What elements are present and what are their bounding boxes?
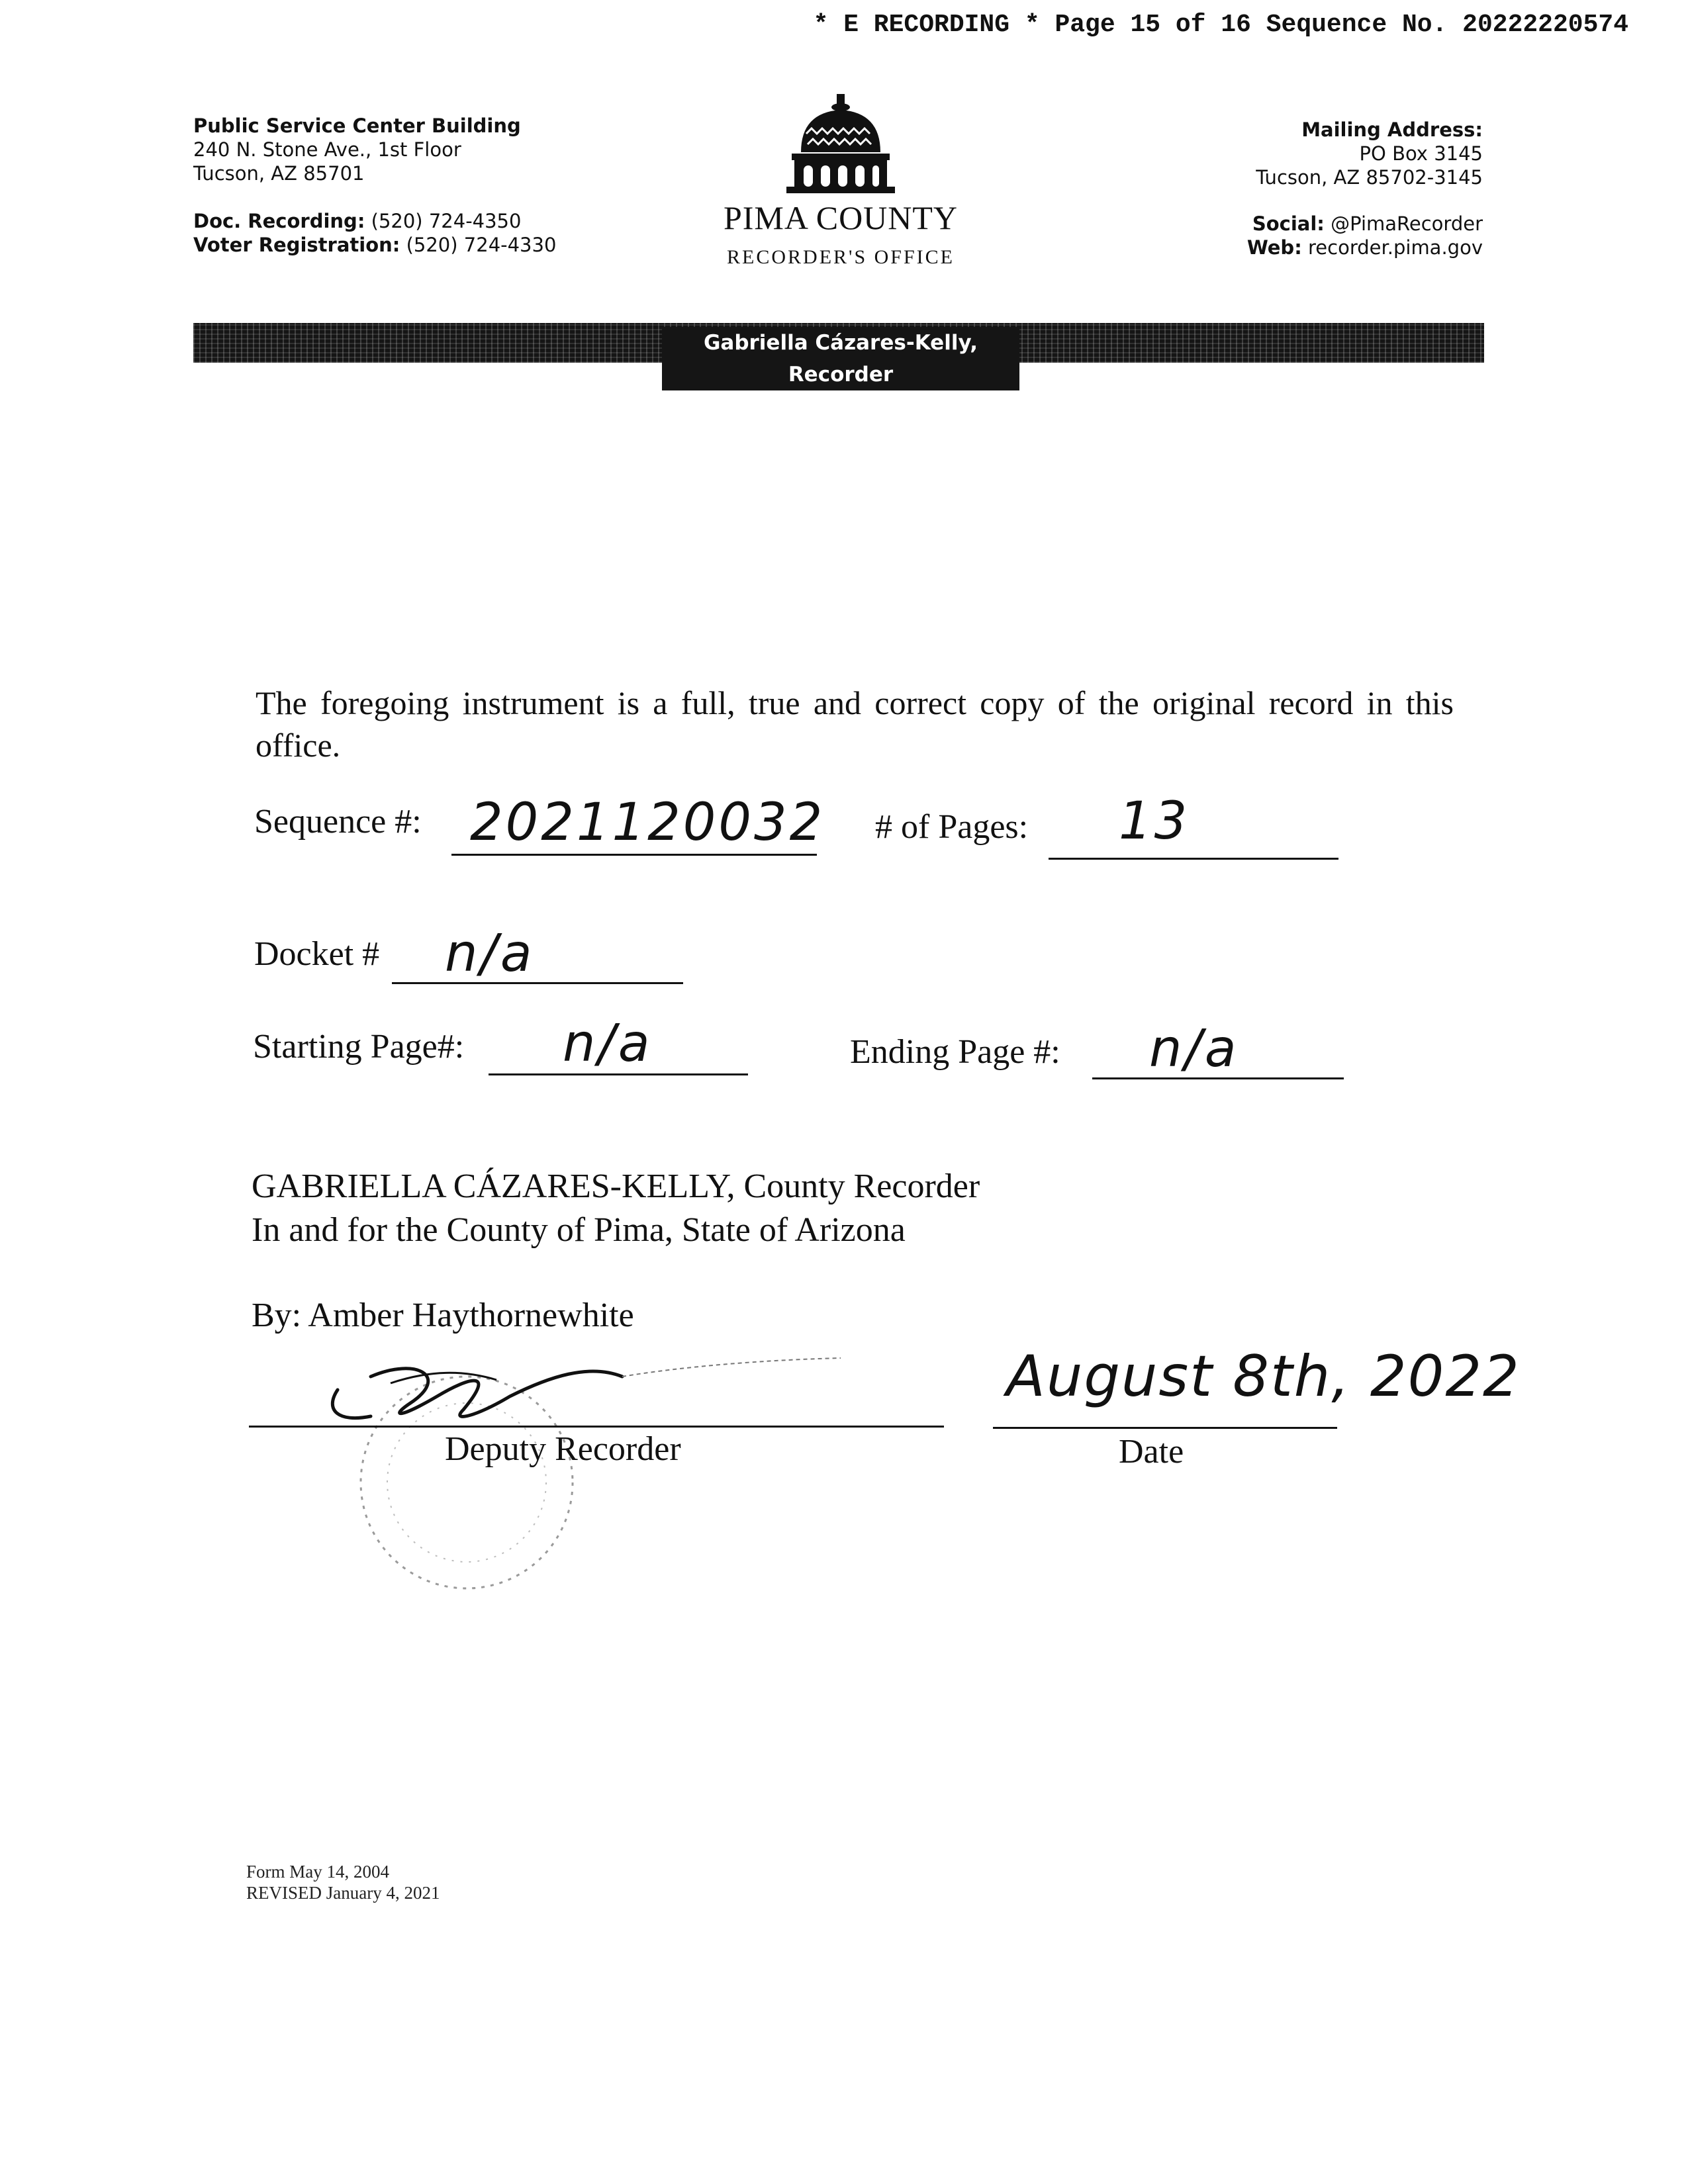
- mailing-contact-block: [1072, 118, 1483, 259]
- form-date: Form May 14, 2004: [246, 1862, 389, 1882]
- sequence-label: Sequence #:: [254, 803, 422, 841]
- mailing-city: Tucson, AZ 85702-3145: [1256, 166, 1483, 189]
- pages-label: # of Pages:: [875, 808, 1029, 846]
- deputy-signature-underline: [249, 1426, 944, 1428]
- web-label: Web:: [1246, 236, 1302, 259]
- docket-label: Docket #: [254, 935, 380, 973]
- voter-registration-label: Voter Registration:: [193, 234, 400, 256]
- docket-handwritten-value: n/a: [445, 924, 535, 983]
- e-recording-stamp: * E RECORDING * Page 15 of 16 Sequence No. 20222220574: [813, 11, 1628, 39]
- recorder-banner-text: Gabriella Cázares-Kelly, Recorder: [662, 327, 1019, 390]
- starting-page-underline: [489, 1073, 748, 1075]
- starting-page-handwritten-value: n/a: [563, 1014, 653, 1073]
- docket-underline: [392, 982, 683, 984]
- county-dome-logo-icon: [781, 93, 900, 199]
- sequence-underline: [451, 854, 817, 856]
- form-revised-date: REVISED January 4, 2021: [246, 1883, 440, 1903]
- form-revision-note: [246, 1861, 440, 1903]
- sequence-handwritten-value: 2021120032: [470, 793, 825, 852]
- doc-recording-phone: (520) 724-4350: [371, 210, 522, 232]
- street-address: 240 N. Stone Ave., 1st Floor: [193, 138, 461, 161]
- recorder-jurisdiction-line: In and for the County of Pima, State of Arizona: [252, 1211, 906, 1249]
- city-address: Tucson, AZ 85701: [193, 162, 365, 185]
- doc-recording-label: Doc. Recording:: [193, 210, 365, 232]
- voter-registration-line: [193, 233, 696, 257]
- web-address: recorder.pima.gov: [1308, 236, 1483, 259]
- deputy-recorder-label: Deputy Recorder: [445, 1430, 681, 1468]
- office-address-block: [193, 114, 696, 257]
- ending-page-label: Ending Page #:: [850, 1033, 1060, 1071]
- pages-handwritten-value: 13: [1119, 792, 1190, 851]
- recorder-block: [252, 1165, 1311, 1252]
- social-handle: @PimaRecorder: [1331, 212, 1483, 235]
- date-underline: [993, 1427, 1337, 1429]
- date-handwritten-value: August 8th, 2022: [1006, 1343, 1521, 1410]
- deputy-signature-icon: [311, 1350, 880, 1430]
- mailing-label: Mailing Address:: [1301, 118, 1483, 141]
- social-label: Social:: [1252, 212, 1325, 235]
- voter-registration-phone: (520) 724-4330: [406, 234, 557, 256]
- social-line: [1072, 212, 1483, 236]
- office-name: RECORDER'S OFFICE: [727, 246, 955, 268]
- certification-statement: The foregoing instrument is a full, true and correct copy of the original record in this office.: [256, 684, 1454, 764]
- date-label: Date: [1119, 1433, 1184, 1471]
- building-name: Public Service Center Building: [193, 114, 521, 137]
- deputy-name-line: By: Amber Haythornewhite: [252, 1297, 634, 1334]
- pages-underline: [1049, 858, 1338, 860]
- starting-page-label: Starting Page#:: [253, 1028, 465, 1066]
- ending-page-handwritten-value: n/a: [1149, 1019, 1239, 1079]
- doc-recording-line: [193, 209, 696, 233]
- county-name: PIMA COUNTY: [723, 199, 959, 236]
- recorder-name-line: GABRIELLA CÁZARES-KELLY, County Recorder: [252, 1167, 980, 1205]
- po-box: PO Box 3145: [1359, 142, 1483, 165]
- web-line: [1072, 236, 1483, 259]
